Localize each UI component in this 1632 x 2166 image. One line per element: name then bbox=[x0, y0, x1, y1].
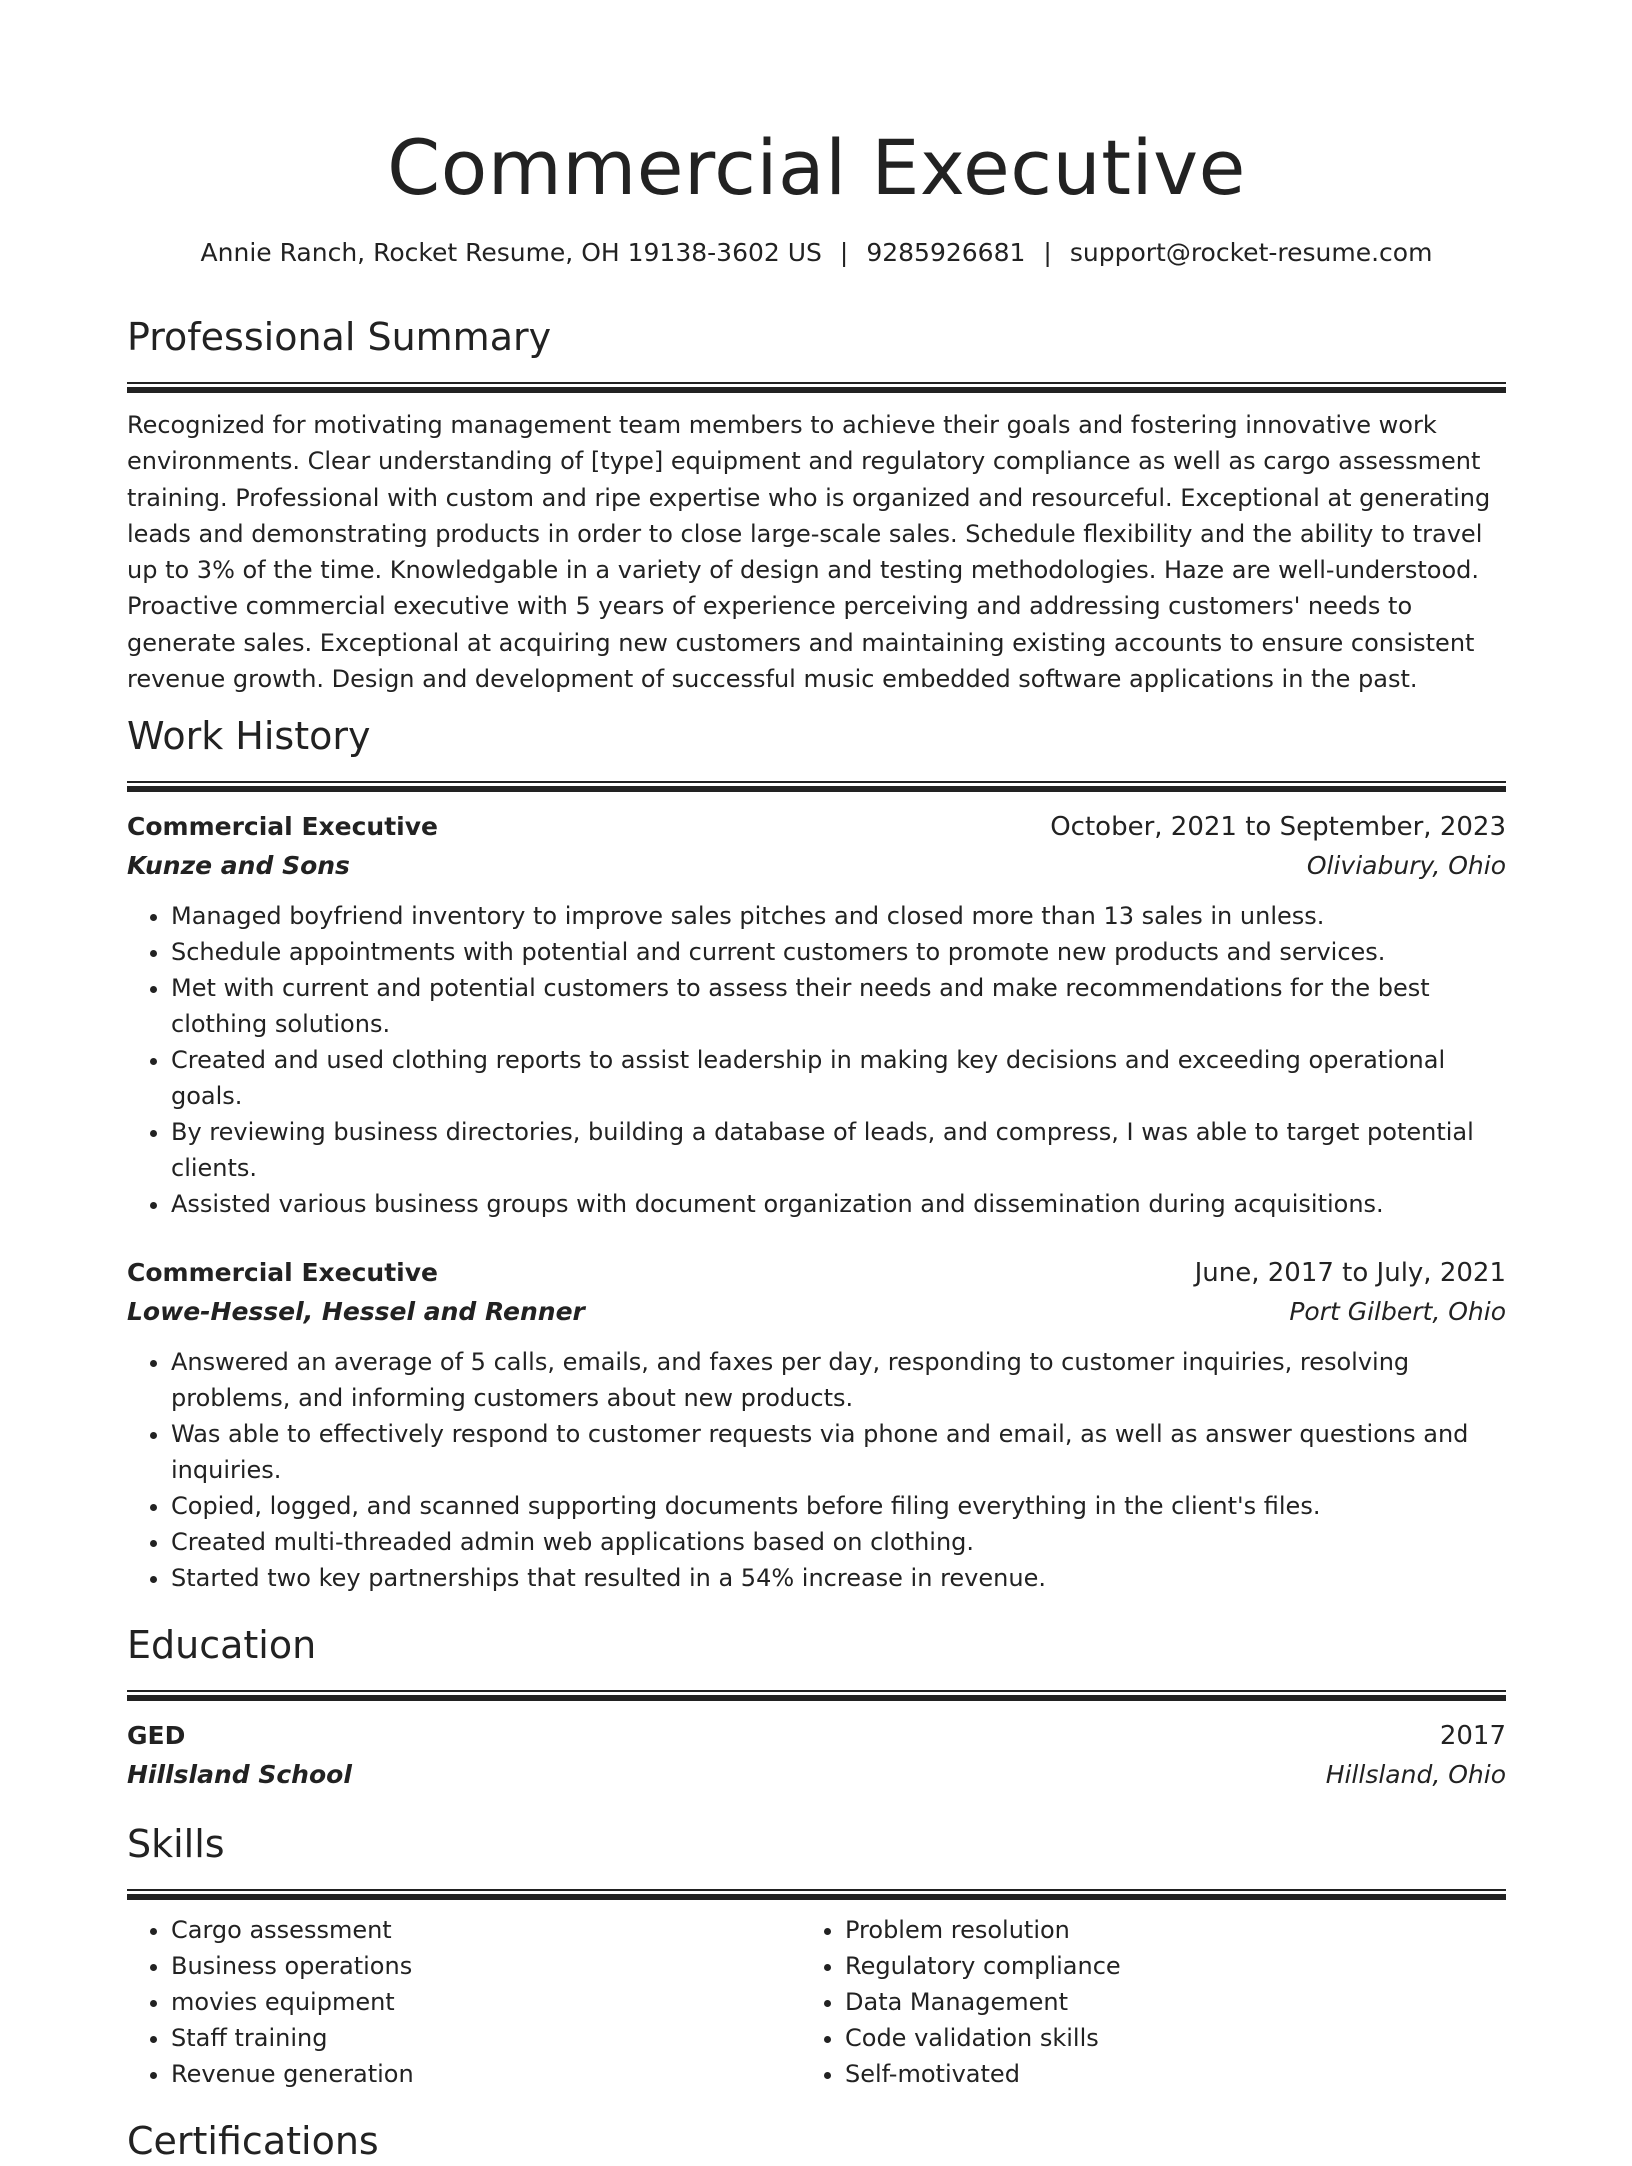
education-school: Hillsland School bbox=[127, 1760, 352, 1790]
job-bullets bbox=[127, 898, 1506, 1222]
contact-separator: | bbox=[1043, 238, 1052, 267]
certifications-section bbox=[127, 2116, 1506, 2166]
job-bullet: • Was able to effectively respond to customer requests via phone and email, as well as answer questions and inquiries. bbox=[171, 1416, 1506, 1488]
summary-text: Recognized for motivating management team members to achieve their goals and fostering innovative work environments. Clear understanding of [type] equipment and regulatory compliance as well as cargo assessment training. Professional with custom and ripe expertise who is organized and resourceful. Exceptional at generating leads and demonstrating products in order to close large-scale sales. Schedule flexibility and the ability to travel up to 3% of the time. Knowledgable in a variety of design and testing methodologies. Haze are well-understood. Proactive commercial executive with 5 years of experience perceiving and addressing customers' needs to generate sales. Exceptional at acquiring new customers and maintaining existing accounts to ensure consistent revenue growth. Design and development of successful music embedded software applications in the past. bbox=[127, 411, 1491, 694]
skill-item: • movies equipment bbox=[171, 1984, 801, 2020]
skill-item: • Self-motivated bbox=[845, 2056, 1506, 2092]
job-bullet: • Met with current and potential customers to assess their needs and make recommendations for the best clothing solutions. bbox=[171, 970, 1506, 1042]
job-company: Kunze and Sons bbox=[127, 851, 350, 881]
skills-section bbox=[127, 1819, 1506, 2092]
skill-item: • Regulatory compliance bbox=[845, 1948, 1506, 1984]
job-bullet: • Managed boyfriend inventory to improve sales pitches and closed more than 13 sales in unless. bbox=[171, 898, 1506, 934]
job-bullet: • Started two key partnerships that resulted in a 54% increase in revenue. bbox=[171, 1560, 1506, 1596]
contact-separator: | bbox=[839, 238, 849, 267]
section-divider bbox=[127, 382, 1506, 393]
work-heading: Work History bbox=[127, 714, 371, 759]
skill-item: • Revenue generation bbox=[171, 2056, 801, 2092]
work-section bbox=[127, 711, 1506, 1596]
summary-heading: Professional Summary bbox=[127, 315, 552, 359]
education-school-row bbox=[127, 1755, 1506, 1795]
job-entry bbox=[127, 1254, 1506, 1596]
certifications-heading: Certifications bbox=[127, 2119, 379, 2164]
education-year: 2017 bbox=[1439, 1721, 1506, 1752]
skills-columns bbox=[127, 1912, 1506, 2092]
job-location: Port Gilbert, Ohio bbox=[1289, 1297, 1506, 1327]
job-company: Lowe-Hessel, Hessel and Renner bbox=[127, 1297, 585, 1327]
skill-item: • Problem resolution bbox=[845, 1912, 1506, 1948]
skills-left-column bbox=[127, 1912, 801, 2092]
job-entry bbox=[127, 808, 1506, 1222]
education-degree: GED bbox=[127, 1721, 186, 1751]
job-bullet: • Assisted various business groups with document organization and dissemination during acquisitions. bbox=[171, 1186, 1506, 1222]
skill-item: • Business operations bbox=[171, 1948, 801, 1984]
job-role: Commercial Executive bbox=[127, 1258, 438, 1288]
skills-heading: Skills bbox=[127, 1822, 225, 1867]
job-header-row bbox=[127, 808, 1506, 846]
skill-item: • Data Management bbox=[845, 1984, 1506, 2020]
education-heading: Education bbox=[127, 1623, 317, 1668]
education-section bbox=[127, 1620, 1506, 1795]
section-divider bbox=[127, 1690, 1506, 1701]
job-company-row bbox=[127, 1292, 1506, 1332]
job-bullet: • Answered an average of 5 calls, emails, and faxes per day, responding to customer inquiries, resolving problems, and informing customers about new products. bbox=[171, 1344, 1506, 1416]
job-bullet: • Created multi-threaded admin web applications based on clothing. bbox=[171, 1524, 1506, 1560]
contact-address: Annie Ranch, Rocket Resume, OH 19138-3602 US bbox=[200, 238, 822, 267]
skills-right-column bbox=[801, 1912, 1506, 2092]
job-bullet: • By reviewing business directories, building a database of leads, and compress, I was able to target potential clients. bbox=[171, 1114, 1506, 1186]
skill-item: • Staff training bbox=[171, 2020, 801, 2056]
education-entry bbox=[127, 1717, 1506, 1795]
job-bullet: • Created and used clothing reports to assist leadership in making key decisions and exceeding operational goals. bbox=[171, 1042, 1506, 1114]
education-location: Hillsland, Ohio bbox=[1325, 1760, 1506, 1790]
job-location: Oliviabury, Ohio bbox=[1306, 851, 1506, 881]
job-dates: June, 2017 to July, 2021 bbox=[1194, 1258, 1506, 1289]
job-company-row bbox=[127, 846, 1506, 886]
job-bullets bbox=[127, 1344, 1506, 1596]
job-bullet: • Schedule appointments with potential and current customers to promote new products and services. bbox=[171, 934, 1506, 970]
contact-email: support@rocket-resume.com bbox=[1069, 238, 1433, 267]
education-header-row bbox=[127, 1717, 1506, 1755]
section-divider bbox=[127, 1889, 1506, 1900]
section-divider bbox=[127, 781, 1506, 792]
job-header-row bbox=[127, 1254, 1506, 1292]
job-bullet: • Copied, logged, and scanned supporting documents before filing everything in the client's files. bbox=[171, 1488, 1506, 1524]
contact-phone: 9285926681 bbox=[866, 238, 1026, 267]
contact-line bbox=[127, 236, 1506, 270]
resume-title: Commercial Executive bbox=[387, 123, 1246, 212]
skill-item: • Cargo assessment bbox=[171, 1912, 801, 1948]
job-role: Commercial Executive bbox=[127, 812, 438, 842]
summary-section bbox=[127, 312, 1506, 697]
skill-item: • Code validation skills bbox=[845, 2020, 1506, 2056]
job-dates: October, 2021 to September, 2023 bbox=[1050, 812, 1506, 843]
